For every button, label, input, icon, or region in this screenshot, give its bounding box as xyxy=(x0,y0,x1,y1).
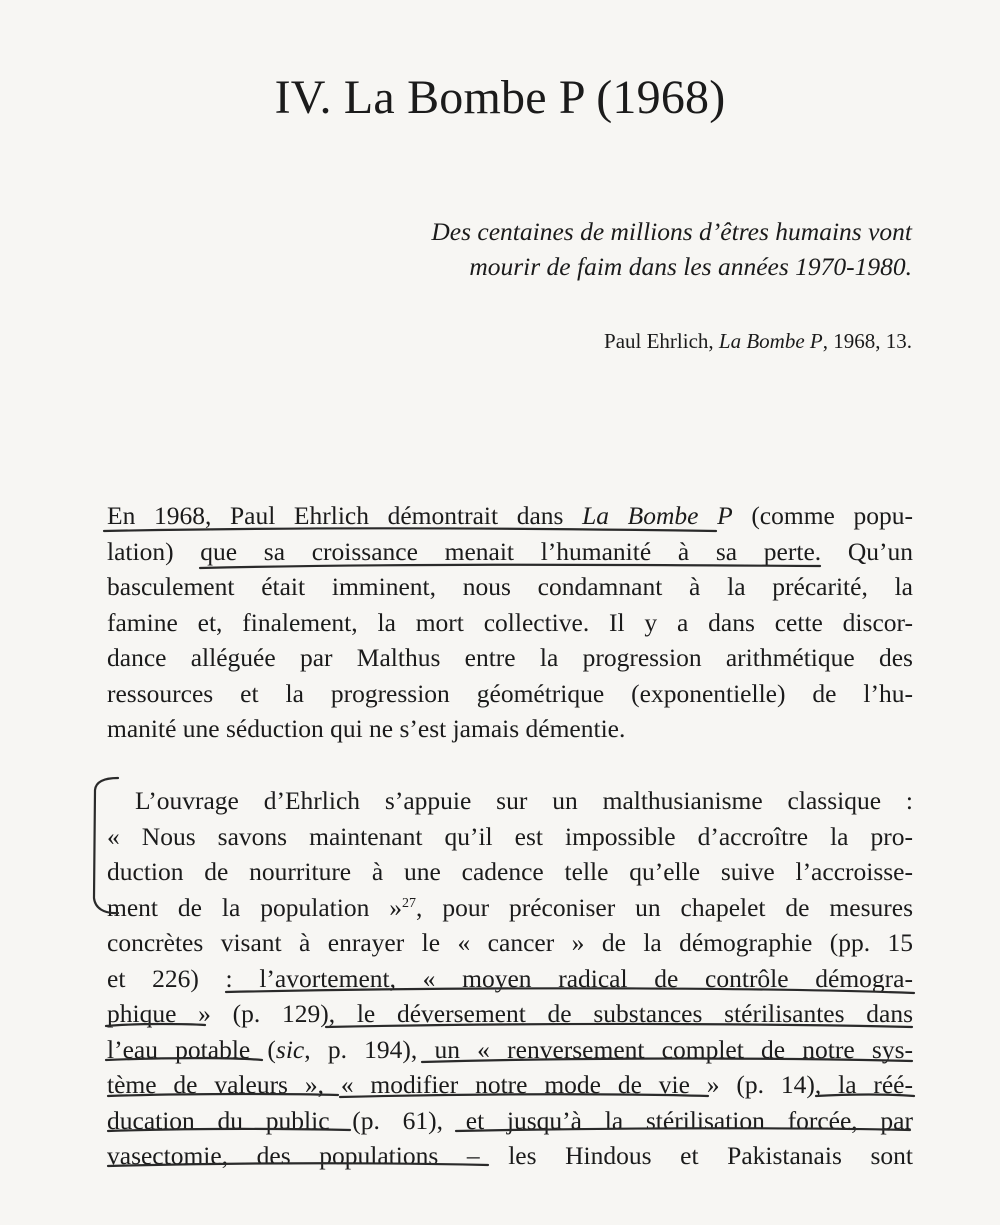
text-line: manité une séduction qui ne s’est jamais démentie. xyxy=(107,714,626,743)
footnote-ref: 27 xyxy=(402,895,417,911)
attribution-author: Paul Ehrlich, xyxy=(604,329,719,353)
attribution-work: La Bombe P xyxy=(718,329,823,353)
text-line: l’eau potable (sic, p. 194), un « renversement complet de notre sys- xyxy=(107,1034,913,1064)
text-line: « Nous savons maintenant qu’il est impossible d’accroître la pro- xyxy=(107,821,913,851)
text-line: tème de valeurs », « modifier notre mode de vie » (p. 14), la réé- xyxy=(107,1070,913,1099)
text-line: dance alléguée par Malthus entre la progression arithmétique des xyxy=(107,643,913,672)
text-line: phique » (p. 129), le déversement de substances stérilisantes dans xyxy=(107,999,913,1028)
epigraph-line: Des centaines de millions d’êtres humains vont xyxy=(431,217,912,246)
text-line: lation) que sa croissance menait l’humanité à sa perte. Qu’un xyxy=(107,536,913,566)
attribution-details: , 1968, 13. xyxy=(822,329,912,353)
chapter-title: IV. La Bombe P (1968) xyxy=(274,71,726,124)
text-line: famine et, finalement, la mort collective. Il y a dans cette discor- xyxy=(107,607,913,637)
text-line: vasectomie, des populations – les Hindous et Pakistanais sont xyxy=(107,1141,913,1170)
text-line: ment de la population »$^{27}$, pour préconiser un chapelet de mesures xyxy=(107,892,913,922)
text-line: ducation du public (p. 61), et jusqu’à la stérilisation forcée, par xyxy=(107,1105,913,1135)
text-line: L’ouvrage d’Ehrlich s’appuie sur un malthusianisme classique : xyxy=(135,786,913,815)
epigraph xyxy=(292,214,912,284)
text-line: et 226) : l’avortement, « moyen radical de contrôle démogra- xyxy=(107,963,913,993)
body-paragraph-2 xyxy=(107,783,913,1174)
text-line: ressources et la progression géométrique (exponentielle) de l’hu- xyxy=(107,678,913,708)
epigraph-line: mourir de faim dans les années 1970-1980. xyxy=(469,252,912,281)
body-paragraph-1 xyxy=(107,498,913,747)
epigraph-attribution xyxy=(604,327,912,355)
text-line: En 1968, Paul Ehrlich démontrait dans La Bombe P (comme popu- xyxy=(107,501,913,530)
text-line: concrètes visant à enrayer le « cancer » de la démographie (pp. 15 xyxy=(107,928,913,957)
text-line: duction de nourriture à une cadence telle qu’elle suive l’accroisse- xyxy=(107,857,913,886)
text-line: basculement était imminent, nous condamnant à la précarité, la xyxy=(107,572,913,601)
